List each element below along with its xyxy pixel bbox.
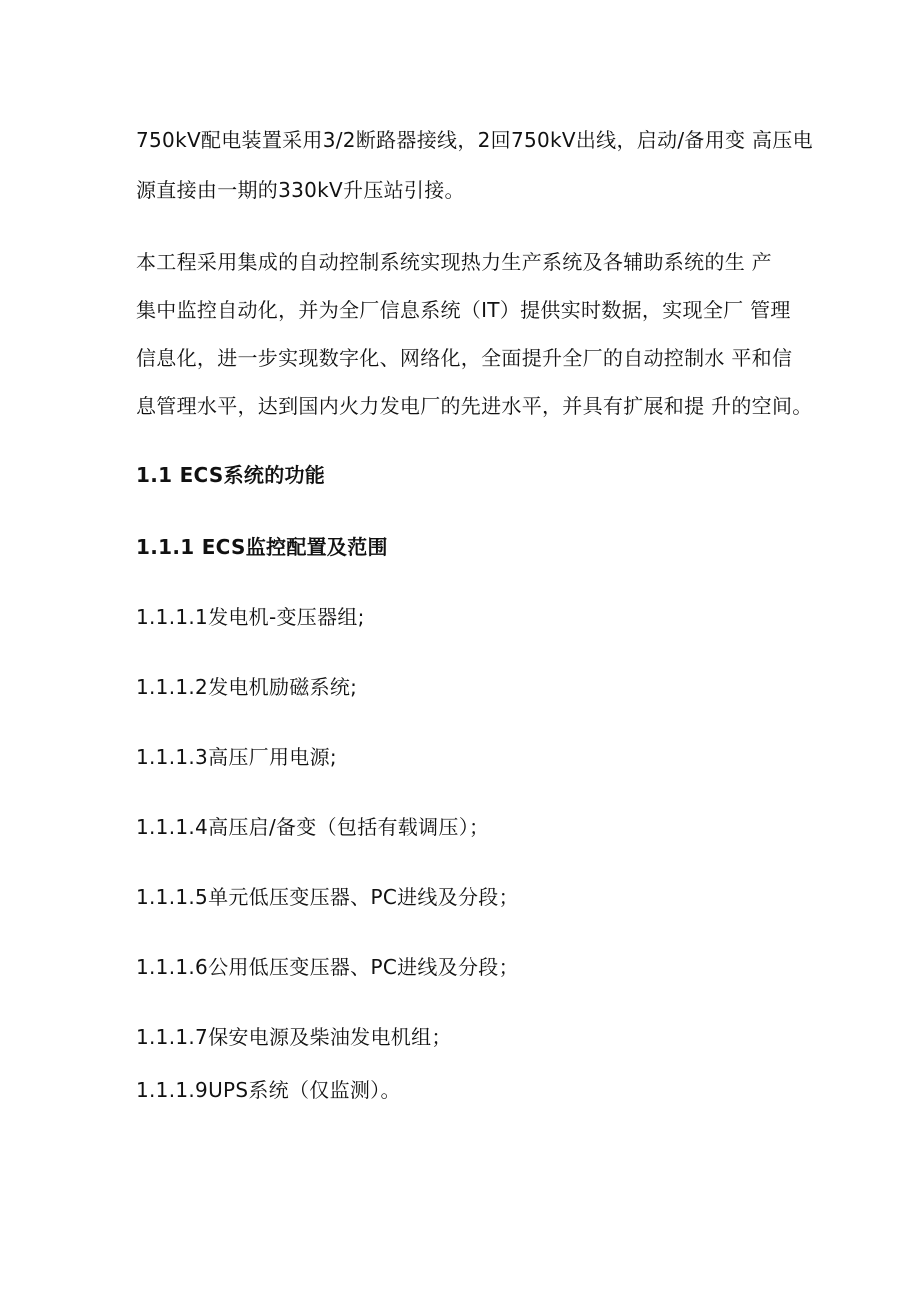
paragraph-2-line-2: 集中监控自动化，并为全厂信息系统（IT）提供实时数据，实现全厂 管理: [136, 298, 791, 322]
paragraph-2-line-3: 信息化，进一步实现数字化、网络化，全面提升全厂的自动控制水 平和信: [136, 346, 793, 370]
subsection-heading: 1.1.1 ECS监控配置及范围: [136, 535, 388, 559]
list-item: 1.1.1.3高压厂用电源;: [136, 745, 337, 769]
section-heading: 1.1 ECS系统的功能: [136, 463, 326, 487]
paragraph-1-line-2: 源直接由一期的330kV升压站引接。: [136, 178, 465, 202]
paragraph-2-line-1: 本工程采用集成的自动控制系统实现热力生产系统及各辅助系统的生 产: [136, 250, 772, 274]
list-item: 1.1.1.4高压启/备变（包括有载调压）；: [136, 815, 490, 839]
paragraph-1-line-1: 750kV配电装置采用3/2断路器接线，2回750kV出线，启动/备用变 高压电: [136, 128, 813, 152]
list-item: 1.1.1.5单元低压变压器、PC进线及分段；: [136, 885, 519, 909]
paragraph-2-line-4: 息管理水平，达到国内火力发电厂的先进水平，并具有扩展和提 升的空间。: [136, 394, 813, 418]
list-item: 1.1.1.2发电机励磁系统;: [136, 675, 358, 699]
list-item: 1.1.1.6公用低压变压器、PC进线及分段；: [136, 955, 519, 979]
list-item: 1.1.1.9UPS系统（仅监测）。: [136, 1078, 401, 1102]
list-item: 1.1.1.7保安电源及柴油发电机组；: [136, 1025, 452, 1049]
list-item: 1.1.1.1发电机-变压器组;: [136, 605, 365, 629]
